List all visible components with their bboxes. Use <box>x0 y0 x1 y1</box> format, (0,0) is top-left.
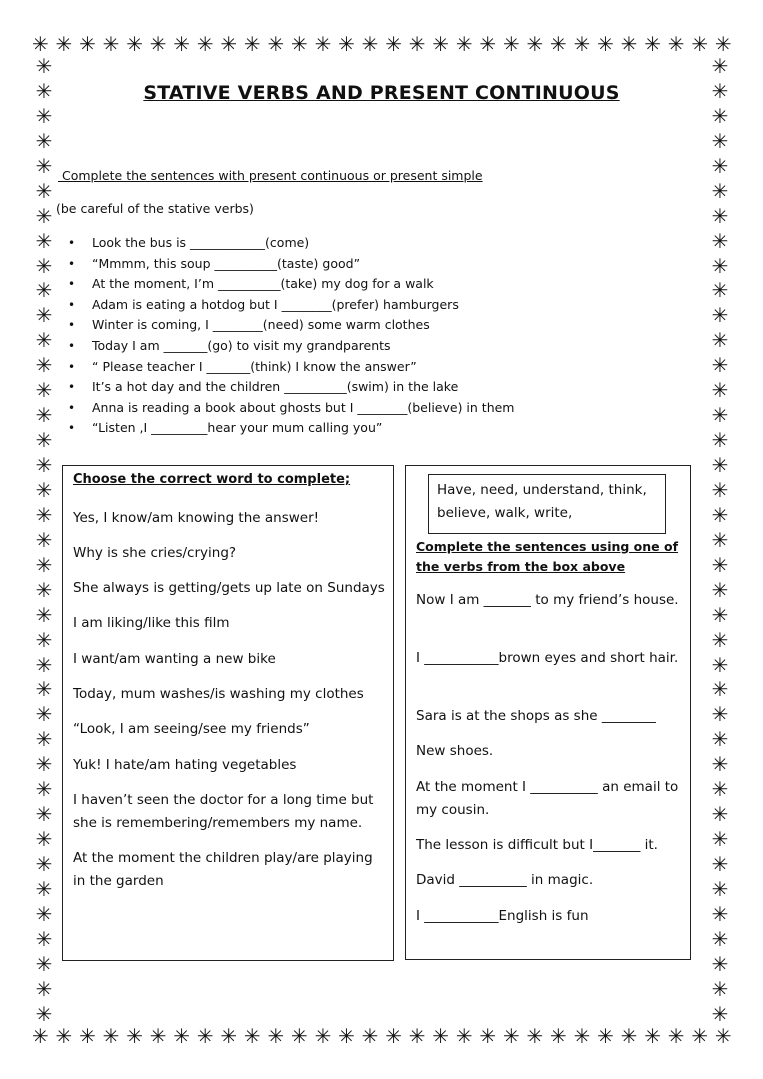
word-bank: Have, need, understand, think, believe, walk, write, <box>428 474 666 534</box>
list-item: • “Mmmm, this soup __________(taste) good” <box>68 254 515 275</box>
choose-word-box <box>62 465 394 961</box>
asterisk-icon: ✳ <box>35 78 53 103</box>
complete-sentence: Now I am _______ to my friend’s house. <box>416 592 679 608</box>
complete-sentence: At the moment I __________ an email to my cousin. <box>416 779 679 818</box>
asterisk-icon: ✳ <box>35 602 53 627</box>
choose-sentence: Today, mum washes/is washing my clothes <box>73 686 364 702</box>
asterisk-icon: ✳ <box>35 752 53 777</box>
choose-sentence: I haven’t seen the doctor for a long time but she is remembering/remembers my name. <box>73 792 374 831</box>
list-item: • “Listen ,I _________hear your mum calling you” <box>68 418 515 439</box>
asterisk-icon: ✳ <box>711 951 729 976</box>
asterisk-icon: ✳ <box>35 477 53 502</box>
instruction-line-1: Complete the sentences with present continuous or present simple <box>58 168 483 183</box>
asterisk-icon: ✳ <box>667 32 685 56</box>
asterisk-icon: ✳ <box>291 1024 308 1048</box>
list-item: • “ Please teacher I _______(think) I know the answer” <box>68 357 515 378</box>
asterisk-icon: ✳ <box>711 502 729 527</box>
asterisk-icon: ✳ <box>711 552 729 577</box>
asterisk-icon: ✳ <box>432 32 450 56</box>
asterisk-icon: ✳ <box>220 32 238 56</box>
choose-sentence: At the moment the children play/are playing in the garden <box>73 850 373 889</box>
asterisk-icon: ✳ <box>126 1024 143 1048</box>
asterisk-icon: ✳ <box>35 253 53 278</box>
asterisk-icon: ✳ <box>32 32 49 56</box>
asterisk-icon: ✳ <box>711 153 729 178</box>
asterisk-icon: ✳ <box>196 32 214 56</box>
asterisk-icon: ✳ <box>691 1024 709 1048</box>
asterisk-icon: ✳ <box>711 1001 729 1026</box>
asterisk-icon: ✳ <box>35 228 53 253</box>
asterisk-icon: ✳ <box>711 103 729 128</box>
asterisk-icon: ✳ <box>711 378 729 403</box>
border-right <box>708 56 732 1024</box>
verb-box-exercise <box>405 465 691 960</box>
asterisk-icon: ✳ <box>408 32 426 56</box>
asterisk-icon: ✳ <box>314 1024 332 1048</box>
asterisk-icon: ✳ <box>711 228 729 253</box>
asterisk-icon: ✳ <box>35 652 53 677</box>
list-item: • Anna is reading a book about ghosts but I ________(believe) in them <box>68 398 515 419</box>
list-item: • Today I am _______(go) to visit my grandparents <box>68 336 515 357</box>
asterisk-icon: ✳ <box>196 1024 214 1048</box>
asterisk-icon: ✳ <box>711 976 729 1001</box>
asterisk-icon: ✳ <box>35 777 53 802</box>
asterisk-icon: ✳ <box>35 403 53 428</box>
asterisk-icon: ✳ <box>711 54 729 78</box>
asterisk-icon: ✳ <box>79 1024 96 1048</box>
border-left <box>32 56 56 1024</box>
asterisk-icon: ✳ <box>408 1024 426 1048</box>
asterisk-icon: ✳ <box>711 802 729 827</box>
asterisk-icon: ✳ <box>35 627 53 652</box>
asterisk-icon: ✳ <box>35 702 53 727</box>
asterisk-icon: ✳ <box>35 976 53 1001</box>
asterisk-icon: ✳ <box>711 428 729 453</box>
asterisk-icon: ✳ <box>35 203 53 228</box>
complete-sentence: New shoes. <box>416 743 494 759</box>
asterisk-icon: ✳ <box>35 852 53 876</box>
asterisk-icon: ✳ <box>361 1024 379 1048</box>
asterisk-icon: ✳ <box>35 1001 53 1026</box>
asterisk-icon: ✳ <box>455 1024 473 1048</box>
asterisk-icon: ✳ <box>711 827 729 852</box>
asterisk-icon: ✳ <box>35 128 53 153</box>
asterisk-icon: ✳ <box>711 577 729 602</box>
asterisk-icon: ✳ <box>711 278 729 303</box>
asterisk-icon: ✳ <box>711 852 729 876</box>
asterisk-icon: ✳ <box>711 777 729 802</box>
page-title: STATIVE VERBS AND PRESENT CONTINUOUS <box>143 82 620 104</box>
asterisk-icon: ✳ <box>711 453 729 477</box>
bullet-icon: • <box>68 400 76 415</box>
asterisk-icon: ✳ <box>711 527 729 552</box>
bullet-icon: • <box>68 277 76 292</box>
bullet-icon: • <box>68 236 76 250</box>
asterisk-icon: ✳ <box>35 577 53 602</box>
asterisk-icon: ✳ <box>32 1024 49 1048</box>
asterisk-icon: ✳ <box>35 677 53 702</box>
instruction-line-2: (be careful of the stative verbs) <box>56 201 254 216</box>
asterisk-icon: ✳ <box>35 901 53 926</box>
asterisk-icon: ✳ <box>35 303 53 328</box>
asterisk-icon: ✳ <box>711 403 729 428</box>
asterisk-icon: ✳ <box>711 128 729 153</box>
asterisk-icon: ✳ <box>35 876 53 901</box>
asterisk-icon: ✳ <box>711 752 729 777</box>
choose-sentence: Yuk! I hate/am hating vegetables <box>73 757 297 773</box>
asterisk-icon: ✳ <box>711 926 729 951</box>
list-item: • It’s a hot day and the children __________(swim) in the lake <box>68 377 515 398</box>
bullet-icon: • <box>68 256 76 271</box>
bullet-icon: • <box>68 338 76 353</box>
asterisk-icon: ✳ <box>55 1024 73 1048</box>
choose-word-heading: Choose the correct word to complete; <box>73 472 351 487</box>
complete-sentence: David __________ in magic. <box>416 872 594 888</box>
list-item: • Winter is coming, I ________(need) some warm clothes <box>68 315 515 336</box>
complete-sentence: Sara is at the shops as she ________ <box>416 708 656 724</box>
asterisk-icon: ✳ <box>149 32 167 56</box>
choose-sentence: Why is she cries/crying? <box>73 545 237 561</box>
asterisk-icon: ✳ <box>711 677 729 702</box>
asterisk-icon: ✳ <box>338 32 355 56</box>
asterisk-icon: ✳ <box>711 353 729 378</box>
asterisk-icon: ✳ <box>35 428 53 453</box>
verb-box-heading: Complete the sentences using one of the verbs from the box above <box>416 539 679 574</box>
asterisk-icon: ✳ <box>35 502 53 527</box>
list-item: • Adam is eating a hotdog but I ________(prefer) hamburgers <box>68 295 515 316</box>
asterisk-icon: ✳ <box>479 1024 497 1048</box>
asterisk-icon: ✳ <box>711 702 729 727</box>
complete-sentence: I ___________English is fun <box>416 908 589 924</box>
asterisk-icon: ✳ <box>314 32 332 56</box>
asterisk-icon: ✳ <box>711 178 729 203</box>
asterisk-icon: ✳ <box>220 1024 238 1048</box>
bullet-icon: • <box>68 297 76 312</box>
border-bottom <box>32 1024 732 1048</box>
asterisk-icon: ✳ <box>35 552 53 577</box>
asterisk-icon: ✳ <box>361 32 379 56</box>
complete-sentence: I ___________brown eyes and short hair. <box>416 650 679 666</box>
asterisk-icon: ✳ <box>35 103 53 128</box>
asterisk-icon: ✳ <box>711 203 729 228</box>
asterisk-icon: ✳ <box>644 1024 661 1048</box>
asterisk-icon: ✳ <box>711 727 729 752</box>
list-item: • At the moment, I’m __________(take) my dog for a walk <box>68 274 515 295</box>
asterisk-icon: ✳ <box>526 1024 544 1048</box>
bullet-icon: • <box>68 421 76 436</box>
asterisk-icon: ✳ <box>711 477 729 502</box>
asterisk-icon: ✳ <box>620 1024 638 1048</box>
asterisk-icon: ✳ <box>35 926 53 951</box>
asterisk-icon: ✳ <box>35 527 53 552</box>
bullet-icon: • <box>68 359 76 374</box>
asterisk-icon: ✳ <box>35 353 53 378</box>
asterisk-icon: ✳ <box>35 54 53 78</box>
asterisk-icon: ✳ <box>267 32 285 56</box>
asterisk-icon: ✳ <box>385 32 402 56</box>
exercise1-list <box>68 233 515 439</box>
asterisk-icon: ✳ <box>550 1024 567 1048</box>
asterisk-icon: ✳ <box>173 1024 191 1048</box>
asterisk-icon: ✳ <box>35 827 53 852</box>
asterisk-icon: ✳ <box>35 278 53 303</box>
asterisk-icon: ✳ <box>691 32 709 56</box>
asterisk-icon: ✳ <box>243 32 261 56</box>
asterisk-icon: ✳ <box>479 32 497 56</box>
asterisk-icon: ✳ <box>667 1024 685 1048</box>
asterisk-icon: ✳ <box>102 32 120 56</box>
asterisk-icon: ✳ <box>714 1024 732 1048</box>
asterisk-icon: ✳ <box>711 303 729 328</box>
asterisk-icon: ✳ <box>55 32 73 56</box>
asterisk-icon: ✳ <box>711 78 729 103</box>
asterisk-icon: ✳ <box>644 32 661 56</box>
choose-sentence: I want/am wanting a new bike <box>73 651 276 667</box>
complete-sentence: The lesson is difficult but I_______ it. <box>416 837 658 853</box>
asterisk-icon: ✳ <box>502 1024 520 1048</box>
asterisk-icon: ✳ <box>526 32 544 56</box>
asterisk-icon: ✳ <box>597 32 614 56</box>
asterisk-icon: ✳ <box>711 652 729 677</box>
asterisk-icon: ✳ <box>432 1024 450 1048</box>
asterisk-icon: ✳ <box>173 32 191 56</box>
asterisk-icon: ✳ <box>35 951 53 976</box>
asterisk-icon: ✳ <box>550 32 567 56</box>
asterisk-icon: ✳ <box>385 1024 402 1048</box>
choose-sentence: Yes, I know/am knowing the answer! <box>73 510 320 526</box>
asterisk-icon: ✳ <box>597 1024 614 1048</box>
asterisk-icon: ✳ <box>243 1024 261 1048</box>
asterisk-icon: ✳ <box>126 32 143 56</box>
choose-sentence: I am liking/like this film <box>73 615 230 631</box>
asterisk-icon: ✳ <box>35 453 53 477</box>
asterisk-icon: ✳ <box>711 901 729 926</box>
asterisk-icon: ✳ <box>573 32 591 56</box>
asterisk-icon: ✳ <box>711 328 729 353</box>
asterisk-icon: ✳ <box>620 32 638 56</box>
border-top <box>32 32 732 56</box>
asterisk-icon: ✳ <box>502 32 520 56</box>
asterisk-icon: ✳ <box>267 1024 285 1048</box>
asterisk-icon: ✳ <box>35 802 53 827</box>
asterisk-icon: ✳ <box>35 328 53 353</box>
asterisk-icon: ✳ <box>338 1024 355 1048</box>
asterisk-icon: ✳ <box>35 153 53 178</box>
choose-sentence: “Look, I am seeing/see my friends” <box>73 721 310 737</box>
asterisk-icon: ✳ <box>711 253 729 278</box>
asterisk-icon: ✳ <box>711 602 729 627</box>
asterisk-icon: ✳ <box>79 32 96 56</box>
asterisk-icon: ✳ <box>149 1024 167 1048</box>
asterisk-icon: ✳ <box>291 32 308 56</box>
asterisk-icon: ✳ <box>455 32 473 56</box>
bullet-icon: • <box>68 380 76 395</box>
asterisk-icon: ✳ <box>573 1024 591 1048</box>
asterisk-icon: ✳ <box>711 627 729 652</box>
asterisk-icon: ✳ <box>35 178 53 203</box>
list-item: • Look the bus is ____________(come) <box>68 233 515 254</box>
asterisk-icon: ✳ <box>714 32 732 56</box>
choose-sentence: She always is getting/gets up late on Sundays <box>73 580 385 596</box>
asterisk-icon: ✳ <box>711 876 729 901</box>
bullet-icon: • <box>68 318 76 333</box>
asterisk-icon: ✳ <box>35 727 53 752</box>
asterisk-icon: ✳ <box>35 378 53 403</box>
asterisk-icon: ✳ <box>102 1024 120 1048</box>
